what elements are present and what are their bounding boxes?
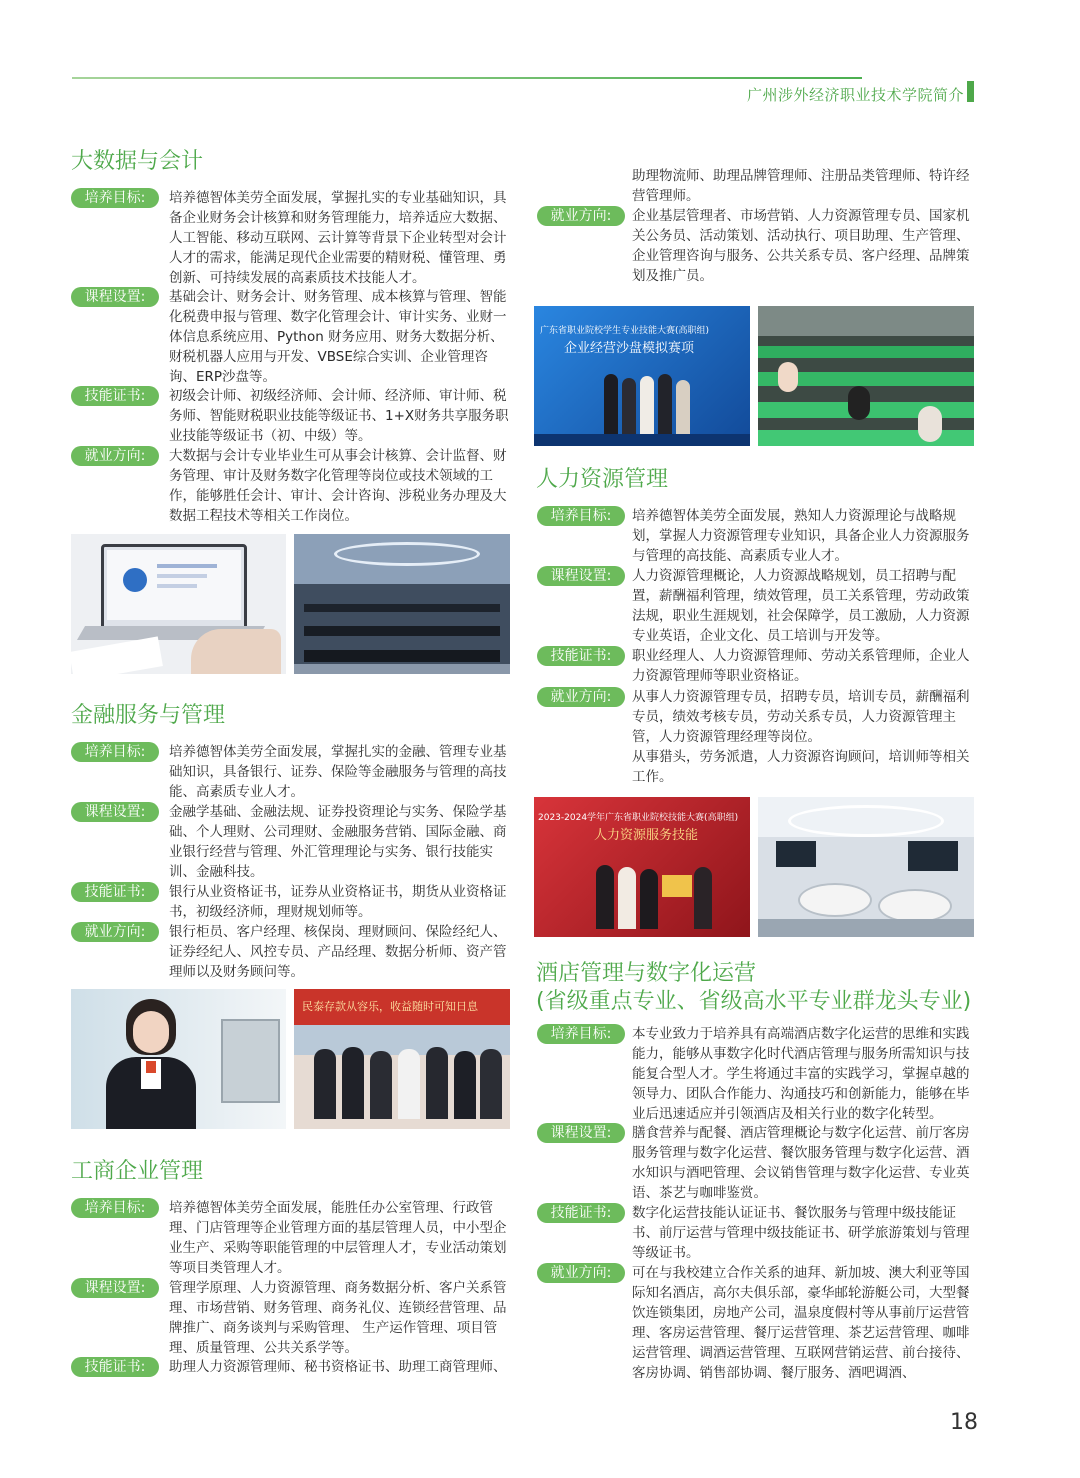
section-title-big-data-accounting: 大数据与会计 (71, 149, 204, 174)
s2-courses-text: 金融学基础、金融法规、证券投资理论与实务、保险学基础、个人理财、公司理财、金融服务营销、国际金融、商业银行经营与管理、外汇管理理论与实务、银行技能实训、金融科技。 (169, 804, 507, 880)
courses-badge: 课程设置: (537, 1123, 625, 1143)
career-badge: 就业方向: (71, 922, 159, 942)
section-title-hotel-management (536, 960, 971, 1016)
career-badge: 就业方向: (537, 1263, 625, 1283)
s4-certs-text: 职业经理人、人力资源管理师、劳动关系管理师，企业人力资源管理师等职业资格证。 (632, 648, 970, 684)
goal-badge: 培养目标: (71, 742, 159, 762)
certs-badge: 技能证书: (71, 1357, 159, 1377)
photo-computer-lab (294, 534, 510, 674)
courses-badge: 课程设置: (71, 1278, 159, 1298)
career-badge: 就业方向: (537, 687, 625, 707)
career-badge: 就业方向: (71, 446, 159, 466)
certs-badge: 技能证书: (537, 646, 625, 666)
s2-certs-text: 银行从业资格证书，证券从业资格证书，期货从业资格证书，初级经济师，理财规划师等。 (169, 884, 507, 920)
hotel-subtitle-line: (省级重点专业、省级高水平专业群龙头专业) (536, 989, 972, 1014)
hr-banner-line1: 2023-2024学年广东省职业院校技能大赛(高职组) (538, 813, 739, 823)
certs-badge: 技能证书: (71, 386, 159, 406)
photo-hr-competition (534, 797, 750, 937)
s2-career-text: 银行柜员、客户经理、核保岗、理财顾问、保险经纪人、证券经纪人、风控专员、产品经理、数据分析师、资产管理师以及财务顾问等。 (169, 924, 507, 980)
section-title-business-management: 工商企业管理 (71, 1159, 204, 1184)
s4-career-extra-text: 从事猎头，劳务派遣，人力资源咨询顾问，培训师等相关工作。 (632, 749, 970, 785)
s1-courses-text: 基础会计、财务会计、财务管理、成本核算与管理、智能化税费申报与管理、数字化管理会计、审计实务、业财一体信息系统应用、Python 财务应用、财务大数据分析、财税机器人应用与开发、VBSE综合实训、企业管理咨询、ERP沙盘等。 (169, 289, 507, 385)
s5-courses-text: 膳食营养与配餐、酒店管理概论与数字化运营、前厅客房服务管理与数字化运营、餐饮服务管理与数字化运营、酒水知识与酒吧管理、会议销售管理与数字化运营、专业英语、茶艺与咖啡鉴赏。 (632, 1125, 970, 1201)
header-rule (72, 77, 862, 79)
s4-goal-text: 培养德智体美劳全面发展，熟知人力资源理论与战略规划，掌握人力资源管理专业知识，具备企业人力资源服务与管理的高技能、高素质专业人才。 (632, 508, 970, 564)
competition-banner-line1: 广东省职业院校学生专业技能大赛(高职组) (540, 326, 710, 336)
courses-badge: 课程设置: (71, 802, 159, 822)
photo-bank-group (294, 989, 510, 1129)
s4-courses-text: 人力资源管理概论，人力资源战略规划，员工招聘与配置，薪酬福利管理，绩效管理，员工关系管理，劳动政策法规，职业生涯规划，社会保障学，员工激励，人力资源专业英语，企业文化、员工培训与开发等。 (632, 568, 970, 644)
photo-bank-teller (71, 989, 286, 1129)
s5-certs-text: 数字化运营技能认证证书、餐饮服务与管理中级技能证书、前厅运营与管理中级技能证书、研学旅游策划与管理等级证书。 (632, 1205, 970, 1261)
s5-goal-text: 本专业致力于培养具有高端酒店数字化运营的思维和实践能力，能够从事数字化时代酒店管理与服务所需知识与技能复合型人才。学生将通过丰富的实践学习，掌握卓越的领导力、团队合作能力、沟通技巧和创新能力，能够在毕业后迅速适应并引领酒店及相关行业的数字化转型。 (632, 1026, 970, 1122)
courses-badge: 课程设置: (71, 287, 159, 307)
s3-certs-continued-text: 助理物流师、助理品牌管理师、注册品类管理师、特许经营管理师。 (632, 168, 970, 204)
photo-laptop-chart (71, 534, 286, 674)
section-title-finance: 金融服务与管理 (71, 703, 226, 728)
goal-badge: 培养目标: (71, 1198, 159, 1218)
s3-courses-text: 管理学原理、人力资源管理、商务数据分析、客户关系管理、市场营销、财务管理、商务礼仪、连锁经营管理、品牌推广、商务谈判与采购管理、 生产运作管理、项目管理、质量管理、公共关系学等。 (169, 1280, 507, 1356)
bank-banner-text: 民泰存款从容乐，收益随时可知日息 (302, 1000, 478, 1013)
certs-badge: 技能证书: (71, 882, 159, 902)
photo-competition-stage (534, 306, 750, 446)
header-accent-bar (967, 81, 974, 102)
photo-training-room (758, 797, 974, 937)
header-title: 广州涉外经济职业技术学院简介 (746, 86, 964, 104)
s1-career-text: 大数据与会计专业毕业生可从事会计核算、会计监督、财务管理、审计及财务数字化管理等岗位或技术领域的工作，能够胜任会计、审计、会计咨询、涉税业务办理及大数据工程技术等相关工作岗位。 (169, 448, 507, 524)
goal-badge: 培养目标: (537, 506, 625, 526)
certs-badge: 技能证书: (537, 1203, 625, 1223)
goal-badge: 培养目标: (71, 188, 159, 208)
s3-certs-text: 助理人力资源管理师、秘书资格证书、助理工商管理师、 (169, 1359, 507, 1375)
s1-certs-text: 初级会计师、初级经济师、会计师、经济师、审计师、税务师、智能财税职业技能等级证书、1+X财务共享服务职业技能等级证书（初、中级）等。 (169, 388, 509, 444)
section-title-hr-management: 人力资源管理 (536, 467, 669, 492)
competition-banner-line2: 企业经营沙盘模拟赛项 (564, 341, 695, 356)
hotel-title-line: 酒店管理与数字化运营 (536, 961, 757, 986)
s4-career-text: 从事人力资源管理专员，招聘专员，培训专员，薪酬福利专员，绩效考核专员，劳动关系专员，人力资源管理主管，人力资源管理经理等岗位。 (632, 689, 970, 745)
courses-badge: 课程设置: (537, 566, 625, 586)
hr-banner-line2: 人力资源服务技能 (594, 828, 699, 843)
s3-goal-text: 培养德智体美劳全面发展，能胜任办公室管理、行政管理、门店管理等企业管理方面的基层管理人员，中小型企业生产、采购等职能管理的中层管理人才，专业活动策划等项目类管理人才。 (169, 1200, 507, 1276)
photo-classroom-computers (758, 306, 974, 446)
page-number: 18 (950, 1410, 978, 1435)
goal-badge: 培养目标: (537, 1024, 625, 1044)
s1-goal-text: 培养德智体美劳全面发展，掌握扎实的专业基础知识，具备企业财务会计核算和财务管理能力，培养适应大数据、人工智能、移动互联网、云计算等背景下企业转型对会计人才的需求，能满足现代企业需要的精财税、懂管理、勇创新、可持续发展的高素质技术技能人才。 (169, 190, 507, 286)
career-badge: 就业方向: (537, 206, 625, 226)
s3-career-text: 企业基层管理者、市场营销、人力资源管理专员、国家机关公务员、活动策划、活动执行、项目助理、生产管理、企业管理咨询与服务、公共关系专员、客户经理、品牌策划及推广员。 (632, 208, 970, 284)
s5-career-text: 可在与我校建立合作关系的迪拜、新加坡、澳大利亚等国际知名酒店，高尔夫俱乐部，豪华邮轮游艇公司，大型餐饮连锁集团，房地产公司，温泉度假村等从事前厅运营管理、客房运营管理、餐厅运营管理、茶艺运营管理、咖啡运营管理、调酒运营管理、互联网营销运营、前台接待、客房协调、销售部协调、餐厅服务、酒吧调酒、 (632, 1265, 970, 1381)
s2-goal-text: 培养德智体美劳全面发展，掌握扎实的金融、管理专业基础知识，具备银行、证券、保险等金融服务与管理的高技能、高素质专业人才。 (169, 744, 507, 800)
